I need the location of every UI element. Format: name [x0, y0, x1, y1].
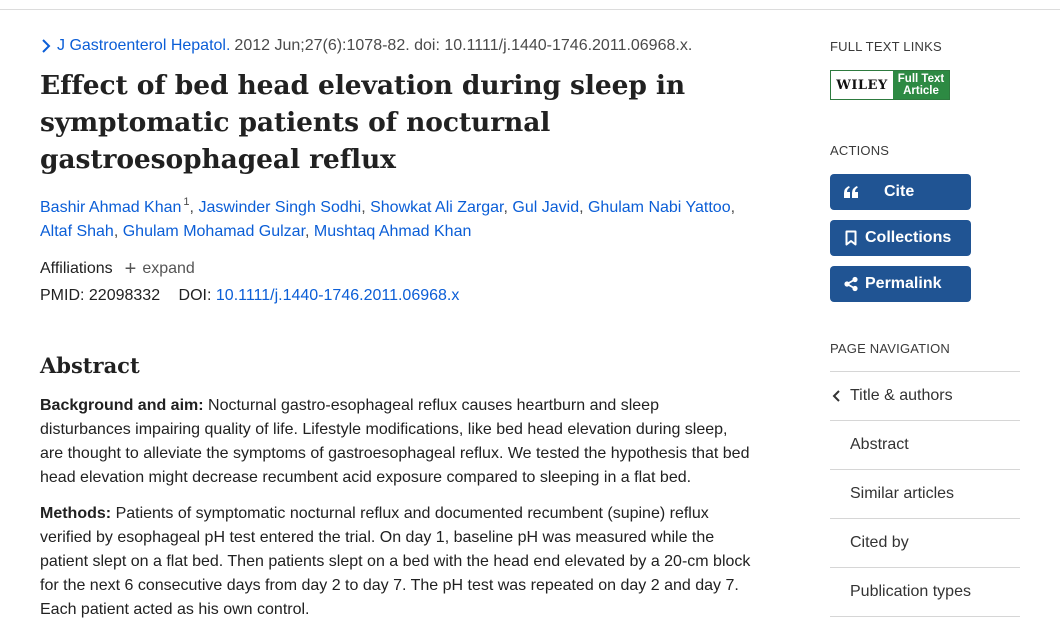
nav-item-label: Title & authors: [850, 387, 953, 404]
author-link[interactable]: Bashir Ahmad Khan: [40, 199, 182, 216]
permalink-button[interactable]: [830, 266, 971, 302]
affiliation-ref[interactable]: 1: [183, 196, 190, 208]
nav-item-similar-articles[interactable]: [830, 470, 1020, 519]
author-list: Bashir Ahmad Khan $^1$, Jaswinder Singh Sodhi, Showkat Ali Zargar, Gul Javid, Ghulam Nabi Yattoo, Altaf Shah, Ghulam Mohamad Gulzar, Mushtaq Ahmad Khan: [40, 196, 736, 240]
author-link[interactable]: Showkat Ali Zargar: [370, 199, 504, 216]
affiliations-expand-toggle[interactable]: expand: [142, 260, 195, 277]
author-link[interactable]: Ghulam Mohamad Gulzar: [122, 223, 306, 240]
page-navigation-heading: PAGE NAVIGATION: [830, 341, 951, 356]
share-icon: [842, 275, 860, 293]
nav-item-label: Cited by: [850, 534, 909, 551]
nav-item-cited-by[interactable]: [830, 519, 1020, 568]
actions-heading: ACTIONS: [830, 143, 890, 158]
citation-details: 2012 Jun;27(6):1078-82. doi: 10.1111/j.1440-1746.2011.06968.x.: [234, 37, 693, 54]
nav-item-label: Abstract: [850, 436, 909, 453]
collections-button-label: Collections: [865, 229, 952, 246]
wiley-full-text-link[interactable]: [830, 70, 950, 100]
article-main: [40, 34, 752, 622]
header-divider: [0, 0, 1060, 10]
nav-item-label: Publication types: [850, 583, 971, 600]
author-link[interactable]: Ghulam Nabi Yattoo: [587, 199, 731, 216]
plus-icon[interactable]: +: [124, 258, 137, 280]
doi-link[interactable]: 10.1111/j.1440-1746.2011.06968.x: [215, 287, 460, 304]
wiley-logo: WILEY: [831, 71, 893, 99]
chevron-right-icon[interactable]: [40, 36, 54, 56]
author-link[interactable]: Jaswinder Singh Sodhi: [198, 199, 362, 216]
sidebar: [830, 38, 1020, 617]
article-identifiers: [40, 284, 752, 308]
nav-item-title-authors[interactable]: [830, 372, 1020, 421]
quote-icon: [842, 183, 860, 201]
journal-link[interactable]: J Gastroenterol Hepatol.: [57, 37, 231, 54]
author-link[interactable]: Altaf Shah: [40, 223, 114, 240]
citation-line: [40, 34, 752, 58]
author-link[interactable]: Mushtaq Ahmad Khan: [313, 223, 472, 240]
nav-item-publication-types[interactable]: [830, 568, 1020, 617]
article-title: Effect of bed head elevation during sleep in symptomatic patients of nocturnal gastroesophageal reflux: [40, 70, 686, 175]
background-label: Background and aim:: [40, 397, 204, 414]
pmid-value: 22098332: [88, 287, 161, 304]
collections-button[interactable]: [830, 220, 971, 256]
chevron-left-icon: [832, 388, 842, 404]
page-navigation: [830, 371, 1020, 617]
affiliations-label: Affiliations: [40, 260, 113, 277]
permalink-button-label: Permalink: [865, 275, 942, 292]
wiley-badge-line2: Article: [903, 85, 939, 97]
background-text: Nocturnal gastro-esophageal reflux causes heartburn and sleep disturbances impairing quality of life. Lifestyle modifications, like bed head elevation during sleep, are thought to alleviate the symptoms of gastroesophageal reflux. We tested the hypothesis that bed head elevation might decrease recumbent acid exposure compared to sleeping in a flat bed.: [40, 397, 750, 486]
cite-button[interactable]: [830, 174, 971, 210]
abstract-heading: Abstract: [40, 353, 140, 378]
nav-item-abstract[interactable]: [830, 421, 1020, 470]
abstract-methods: [40, 502, 752, 622]
wiley-badge-line1: Full Text: [897, 73, 945, 85]
nav-item-label: Similar articles: [850, 485, 955, 502]
doi-label: DOI:: [178, 287, 212, 304]
wiley-full-text-badge: [893, 71, 949, 99]
full-text-links-heading: FULL TEXT LINKS: [830, 39, 942, 54]
bookmark-icon: [842, 229, 860, 247]
methods-label: Methods:: [40, 505, 112, 522]
pmid-label: PMID:: [40, 287, 85, 304]
author-link[interactable]: Gul Javid: [512, 199, 580, 216]
methods-text: Patients of symptomatic nocturnal reflux and documented recumbent (supine) reflux verified by esophageal pH test entered the trial. On day 1, baseline pH was measured while the patient slept on a flat bed. Then patients slept on a bed with the head end elevated by a 20-cm block for the next 6 consecutive days from day 2 to day 7. The pH test was repeated on day 2 and day 7. Each patient acted as his own control.: [40, 505, 751, 618]
abstract-background: [40, 394, 752, 490]
affiliations-row: [40, 257, 752, 281]
cite-button-label: Cite: [884, 183, 915, 200]
